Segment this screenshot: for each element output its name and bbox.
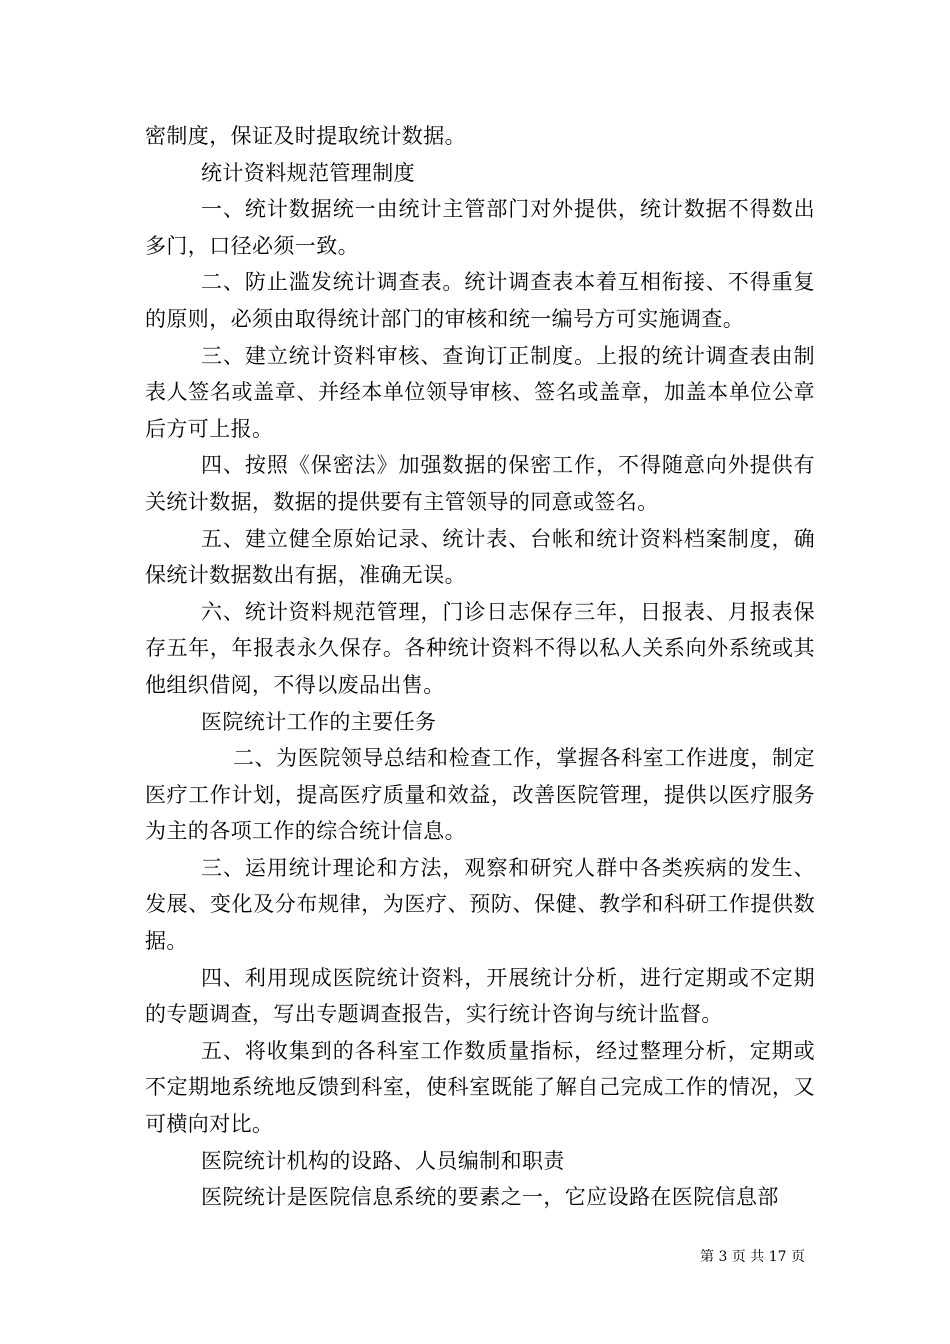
paragraph-rule-4: 四、按照《保密法》加强数据的保密工作，不得随意向外提供有关统计数据，数据的提供要有主管领导的同意或签名。 (145, 453, 815, 514)
paragraph-task-4: 四、利用现成医院统计资料，开展统计分析，进行定期或不定期的专题调查，写出专题调查报告，实行统计咨询与统计监督。 (145, 965, 815, 1027)
paragraph-rule-6: 六、统计资料规范管理，门诊日志保存三年，日报表、月报表保存五年，年报表永久保存。各种统计资料不得以私人关系向外系统或其他组织借阅，不得以废品出售。 (145, 599, 815, 697)
paragraph-task-3: 三、运用统计理论和方法，观察和研究人群中各类疾病的发生、发展、变化及分布规律，为医疗、预防、保健、教学和科研工作提供数据。 (145, 855, 815, 954)
paragraph-rule-5: 五、建立健全原始记录、统计表、台帐和统计资料档案制度，确保统计数据数出有据，准确无误。 (145, 526, 815, 588)
paragraph-rule-1: 一、统计数据统一由统计主管部门对外提供，统计数据不得数出多门，口径必须一致。 (145, 197, 815, 258)
paragraph-continuation: 密制度，保证及时提取统计数据。 (145, 124, 466, 148)
section-heading-organization: 医院统计机构的设路、人员编制和职责 (201, 1148, 565, 1173)
paragraph-rule-3: 三、建立统计资料审核、查询订正制度。上报的统计调查表由制表人签名或盖章、并经本单位领导审核、签名或盖章，加盖本单位公章后方可上报。 (145, 343, 815, 441)
section-heading-statistics-management: 统计资料规范管理制度 (201, 160, 415, 185)
page-number-footer: 第 3 页 共 17 页 (700, 1249, 805, 1265)
paragraph-rule-2: 二、防止滥发统计调查表。统计调查表本着互相衔接、不得重复的原则，必须由取得统计部门的审核和统一编号方可实施调查。 (145, 270, 815, 331)
paragraph-task-5: 五、将收集到的各科室工作数质量指标，经过整理分析，定期或不定期地系统地反馈到科室，使科室既能了解自己完成工作的情况，又可横向对比。 (145, 1038, 815, 1137)
paragraph-task-2: 二、为医院领导总结和检查工作，掌握各科室工作进度，制定医疗工作计划，提高医疗质量和效益，改善医院管理，提供以医疗服务为主的各项工作的综合统计信息。 (145, 746, 815, 844)
paragraph-organization-intro: 医院统计是医院信息系统的要素之一，它应设路在医院信息部 (201, 1185, 779, 1210)
document-body (145, 118, 815, 1216)
section-heading-main-tasks: 医院统计工作的主要任务 (201, 709, 437, 734)
